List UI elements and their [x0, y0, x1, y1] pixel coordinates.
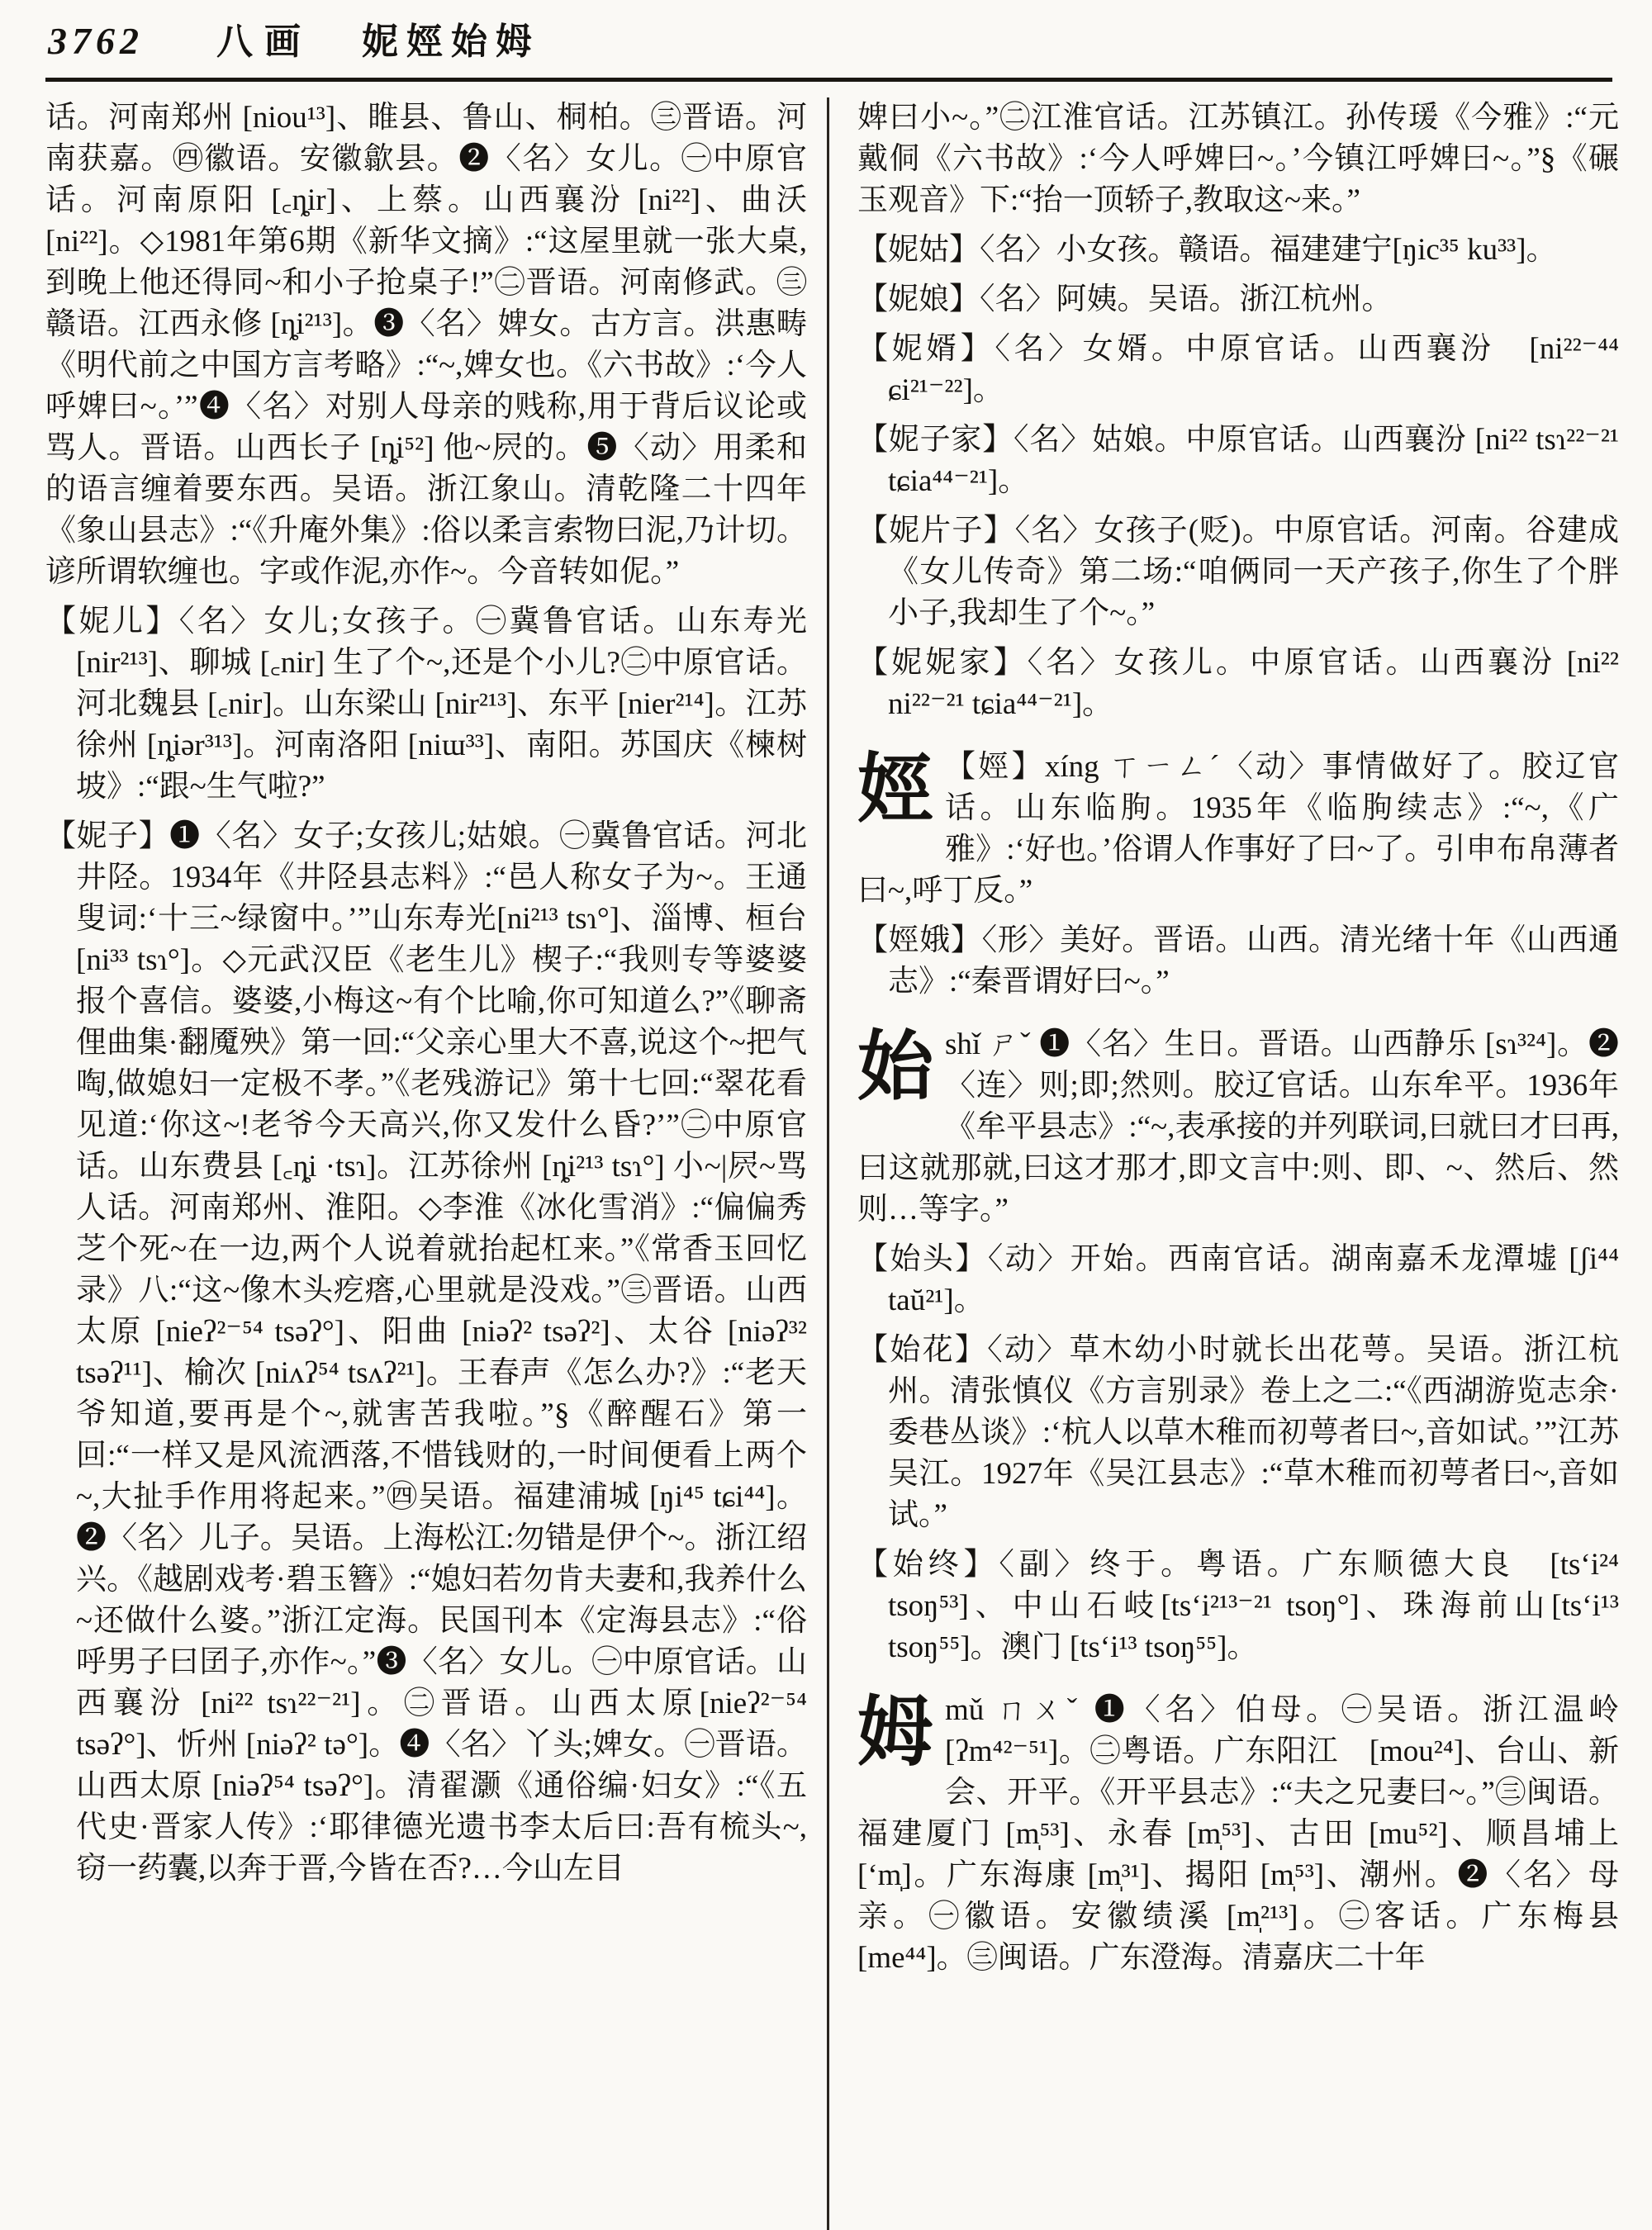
headword-entry: [857, 1690, 1619, 1979]
header-rule: [45, 78, 1612, 82]
entry-text: shǐ ㄕˇ ❶〈名〉生日。晋语。山西静乐 [sɿ³²⁴]。❷〈连〉则;即;然则。胶辽官话。山东牟平。1936年《牟平县志》:“~,表承接的并列联词,曰就曰才曰再,曰这就那就,曰这才那才,即文言中:则、即、~、然后、然则…等字。”: [857, 1027, 1619, 1226]
dictionary-entry: 【娙娥】〈形〉美好。晋语。山西。清光绪十年《山西通志》:“秦晋谓好曰~。”: [857, 923, 1619, 999]
dictionary-entry: 【妮娘】〈名〉阿姨。吴语。浙江杭州。: [857, 282, 1393, 316]
column-divider: [827, 97, 829, 2230]
headword-character: 娙: [857, 747, 934, 832]
dictionary-entry: 【始终】〈副〉终于。粤语。广东顺德大良 [tsʻi²⁴ tsoŋ⁵³]、中山石岐[tsʻi²¹³⁻²¹ tsoŋ°]、珠海前山[tsʻi¹³ tsoŋ⁵⁵]。澳门 [tsʻi¹³ tsoŋ⁵⁵]。: [857, 1548, 1619, 1664]
headword-character: 姆: [857, 1691, 934, 1775]
headword-character: 始: [857, 1025, 934, 1109]
right-column: [857, 97, 1619, 1979]
headword-entry: [857, 1024, 1619, 1231]
dictionary-entry: 【妮儿】〈名〉女儿;女孩子。㊀冀鲁官话。山东寿光 [nir²¹³]、聊城 [꜀nir] 生了个~,还是个小儿?㊁中原官话。河北魏县 [꜀nir]。山东梁山 [nir²¹³]、东平 [nier²¹⁴]。江苏徐州 [ȵiər³¹³]。河南洛阳 [niɯ³³]、南阳。苏国庆《楝树坡》:“跟~生气啦?”: [45, 605, 807, 804]
section-characters: 妮娙始姆: [362, 21, 540, 62]
continuation-paragraph: 婢曰小~。”㊁江淮官话。江苏镇江。孙传瑗《今雅》:“元戴侗《六书故》:‘今人呼婢曰~。’今镇江呼婢曰~。”§《碾玉观音》下:“抬一顶轿子,教取这~来。”: [857, 101, 1619, 217]
page-header: [48, 12, 1611, 64]
dictionary-entry: 【始花】〈动〉草木幼小时就长出花萼。吴语。浙江杭州。清张慎仪《方言别录》卷上之二:“《西湖游览志余·委巷丛谈》:‘杭人以草木稚而初萼者曰~,音如试。’”江苏吴江。1927年《吴江县志》:“草木稚而初萼者曰~,音如试。”: [857, 1333, 1619, 1532]
dictionary-entry: 【始头】〈动〉开始。西南官话。湖南嘉禾龙潭墟 [ʃi⁴⁴ taŭ²¹]。: [857, 1242, 1619, 1317]
entry-text: mǔ ㄇㄨˇ ❶〈名〉伯母。㊀吴语。浙江温岭[ʔm⁴²⁻⁵¹]。㊁粤语。广东阳江 [mou²⁴]、台山、新会、开平。《开平县志》:“夫之兄妻曰~。”㊂闽语。福建厦门 [m̩⁵³]、永春 [m̩⁵³]、古田 [mu⁵²]、顺昌埔上[ʻm̩]。广东海康 [m̩³¹]、揭阳 [m̩⁵³]、潮州。❷〈名〉母亲。㊀徽语。安徽绩溪 [m̩²¹³]。㊁客话。广东梅县 [me⁴⁴]。㊂闽语。广东澄海。清嘉庆二十年: [857, 1693, 1619, 1975]
dictionary-entry: 【妮妮家】〈名〉女孩儿。中原官话。山西襄汾 [ni²² ni²²⁻²¹ tɕia⁴⁴⁻²¹]。: [857, 646, 1619, 721]
left-column: [45, 97, 807, 1890]
dictionary-entry: 【妮姑】〈名〉小女孩。赣语。福建建宁[ŋic³⁵ ku³³]。: [857, 233, 1557, 267]
dictionary-entry: 【妮婿】〈名〉女婿。中原官话。山西襄汾 [ni²²⁻⁴⁴ ɕi²¹⁻²²]。: [857, 332, 1619, 407]
dictionary-entry: 【妮子】❶〈名〉女子;女孩儿;姑娘。㊀冀鲁官话。河北井陉。1934年《井陉县志料》:“邑人称女子为~。王通叟词:‘十三~绿窗中。’”山东寿光[ni²¹³ tsɿ°]、淄博、桓台 [ni³³ tsɿ°]。◇元武汉臣《老生儿》楔子:“我则专等婆婆报个喜信。婆婆,小梅这~有个比喻,你可知道么?”《聊斋俚曲集·翻魇殃》第一回:“父亲心里大不喜,说这个~把气啕,做媳妇一定极不孝。”《老残游记》第十七回:“翠花看见道:‘你这~!老爷今天高兴,你又发什么昏?’”㊁中原官话。山东费县 [꜀ȵi ·tsɿ]。江苏徐州 [ȵi²¹³ tsɿ°] 小~|屄~骂人话。河南郑州、淮阳。◇李淮《冰化雪消》:“偏偏秀芝个死~在一边,两个人说着就抬起杠来。”《常香玉回忆录》八:“这~像木头疙瘩,心里就是没戏。”㊂晋语。山西太原 [nieʔ²⁻⁵⁴ tsəʔ°]、阳曲 [niəʔ² tsəʔ²]、太谷 [niəʔ³² tsəʔ¹¹]、榆次 [niʌʔ⁵⁴ tsʌʔ²¹]。王春声《怎么办?》:“老天爷知道,要再是个~,就害苦我啦。”§《醉醒石》第一回:“一样又是风流洒落,不惜钱财的,一时间便看上两个~,大扯手作用将起来。”㊃吴语。福建浦城 [ŋi⁴⁵ tɕi⁴⁴]。❷〈名〉儿子。吴语。上海松江:勿错是伊个~。浙江绍兴。《越剧戏考·碧玉簪》:“媳妇若勿肯夫妻和,我养什么~还做什么婆。”浙江定海。民国刊本《定海县志》:“俗呼男子曰囝子,亦作~。”❸〈名〉女儿。㊀中原官话。山西襄汾 [ni²² tsɿ²²⁻²¹]。㊁晋语。山西太原[nieʔ²⁻⁵⁴ tsəʔ°]、忻州 [niəʔ² tə°]。❹〈名〉丫头;婢女。㊀晋语。山西太原 [niəʔ⁵⁴ tsəʔ°]。清翟灏《通俗编·妇女》:“《五代史·晋家人传》:‘耶律德光遗书李太后曰:吾有梳头~,窃一药囊,以奔于晋,今皆在否?…今山左目: [45, 819, 807, 1886]
dictionary-entry: 【妮片子】〈名〉女孩子(贬)。中原官话。河南。谷建成《女儿传奇》第二场:“咱俩同一天产孩子,你生了个胖小子,我却生了个~。”: [857, 514, 1619, 630]
headword-entry: [857, 747, 1619, 912]
continuation-paragraph: 话。河南郑州 [niou¹³]、睢县、鲁山、桐柏。㊂晋语。河南获嘉。㊃徽语。安徽歙县。❷〈名〉女儿。㊀中原官话。河南原阳 [꜀ȵir]、上蔡。山西襄汾 [ni²²]、曲沃 [ni²²]。◇1981年第6期《新华文摘》:“这屋里就一张大桌,到晚上他还得同~和小子抢桌子!”㊁晋语。河南修武。㊂赣语。江西永修 [ȵi²¹³]。❸〈名〉婢女。古方言。洪惠畴《明代前之中国方言考略》:“~,婢女也。《六书故》:‘今人呼婢曰~。’”❹〈名〉对别人母亲的贱称,用于背后议论或骂人。晋语。山西长子 [ȵi⁵²] 他~屄的。❺〈动〉用柔和的语言缠着要东西。吴语。浙江象山。清乾隆二十四年《象山县志》:“《升庵外集》:俗以柔言索物曰泥,乃计切。谚所谓软缠也。字或作泥,亦作~。今音转如伲。”: [45, 101, 807, 589]
entry-text: 【娙】xíng ㄒㄧㄥˊ〈动〉事情做好了。胶辽官话。山东临朐。1935年《临朐续志》:“~,《广雅》:‘好也。’俗谓人作事好了曰~了。引申布帛薄者曰~,呼丁反。”: [857, 750, 1619, 908]
dictionary-entry: 【妮子家】〈名〉姑娘。中原官话。山西襄汾 [ni²² tsɿ²²⁻²¹ tɕia⁴⁴⁻²¹]。: [857, 423, 1619, 498]
page-number: 3762: [48, 20, 144, 62]
stroke-count-label: 八画: [216, 21, 312, 62]
